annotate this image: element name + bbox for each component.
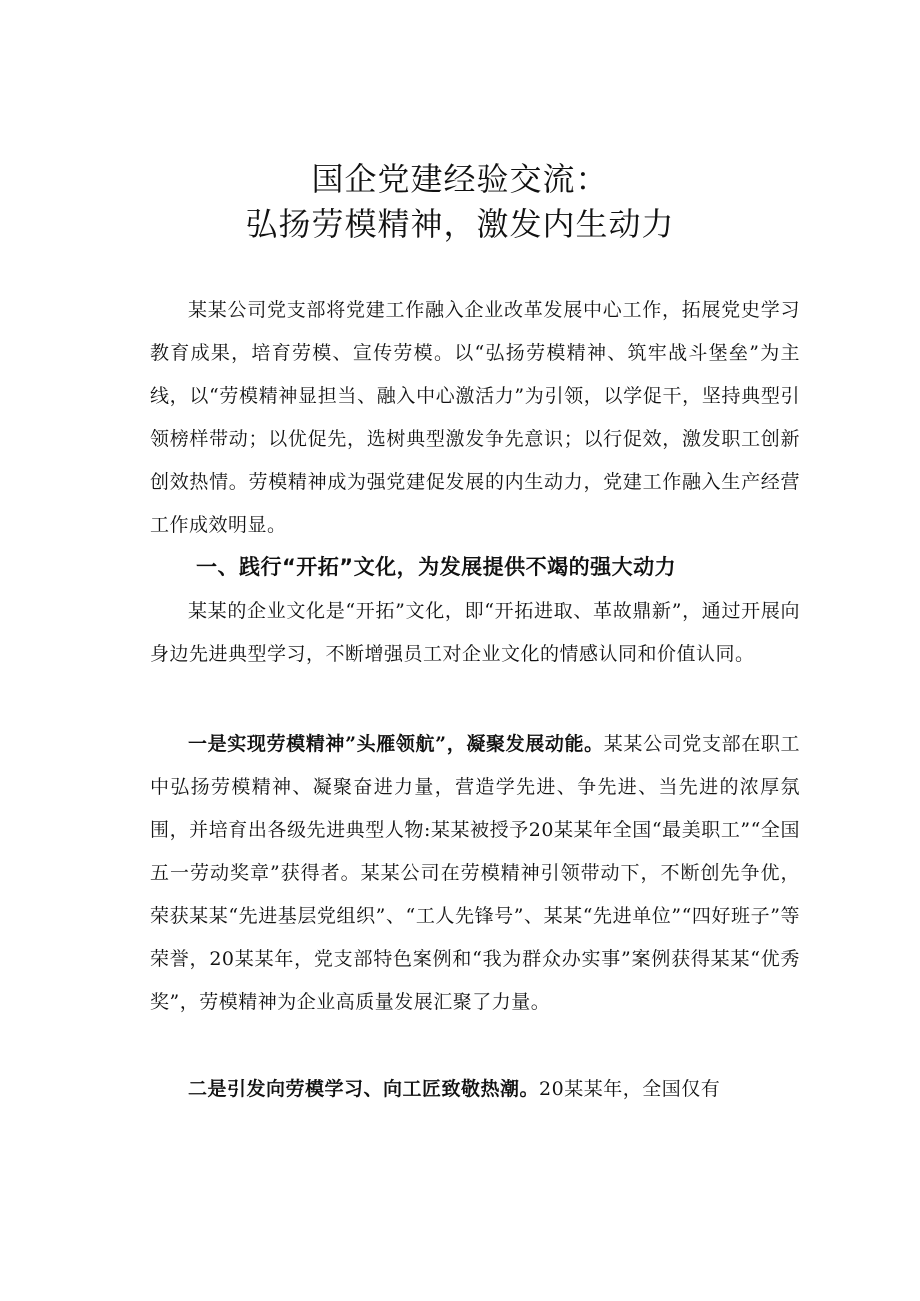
point-2-paragraph [150,1068,800,1111]
point-1-body: 某某公司党支部在职工中弘扬劳模精神、凝聚奋进力量，营造学先进、争先进、当先进的浓厚氛围，并培育出各级先进典型人物:某某被授予20某某年全国“最美职工”“全国五一劳动奖章”获得者。某某公司在劳模精神引领带动下，不断创先争优，荣获某某“先进基层党组织”、“工人先锋号”、某某“先进单位”“四好班子”等荣誉，20某某年，党支部特色案例和“我为群众办实事”案例获得某某“优秀奖”，劳模精神为企业高质量发展汇聚了力量。 [150,733,800,1013]
point-1-lead: 一是实现劳模精神”头雁领航”，凝聚发展动能。 [188,733,604,755]
intro-paragraph: 某某公司党支部将党建工作融入企业改革发展中心工作，拓展党史学习教育成果，培育劳模、宣传劳模。以“弘扬劳模精神、筑牢战斗堡垒”为主线，以“劳模精神显担当、融入中心激活力”为引领，以学促干，坚持典型引领榜样带动；以优促先，选树典型激发争先意识；以行促效，激发职工创新创效热情。劳模精神成为强党建促发展的内生动力，党建工作融入生产经营工作成效明显。 [150,299,800,536]
document-title-line-2: 弘扬劳模精神，激发内生动力 [245,205,675,243]
document-title-line-1: 国企党建经验交流： [311,160,609,198]
point-2-body: 20某某年，全国仅有 [539,1078,721,1100]
section-1-paragraph: 某某的企业文化是“开拓”文化，即“开拓进取、革故鼎新”，通过开展向身边先进典型学习，不断增强员工对企业文化的情感认同和价值认同。 [150,600,800,665]
point-2-lead: 二是引发向劳模学习、向工匠致敬热潮。 [188,1078,540,1100]
section-1-heading: 一、践行“开拓”文化，为发展提供不竭的强大动力 [196,555,677,579]
point-1-paragraph [150,723,800,1024]
